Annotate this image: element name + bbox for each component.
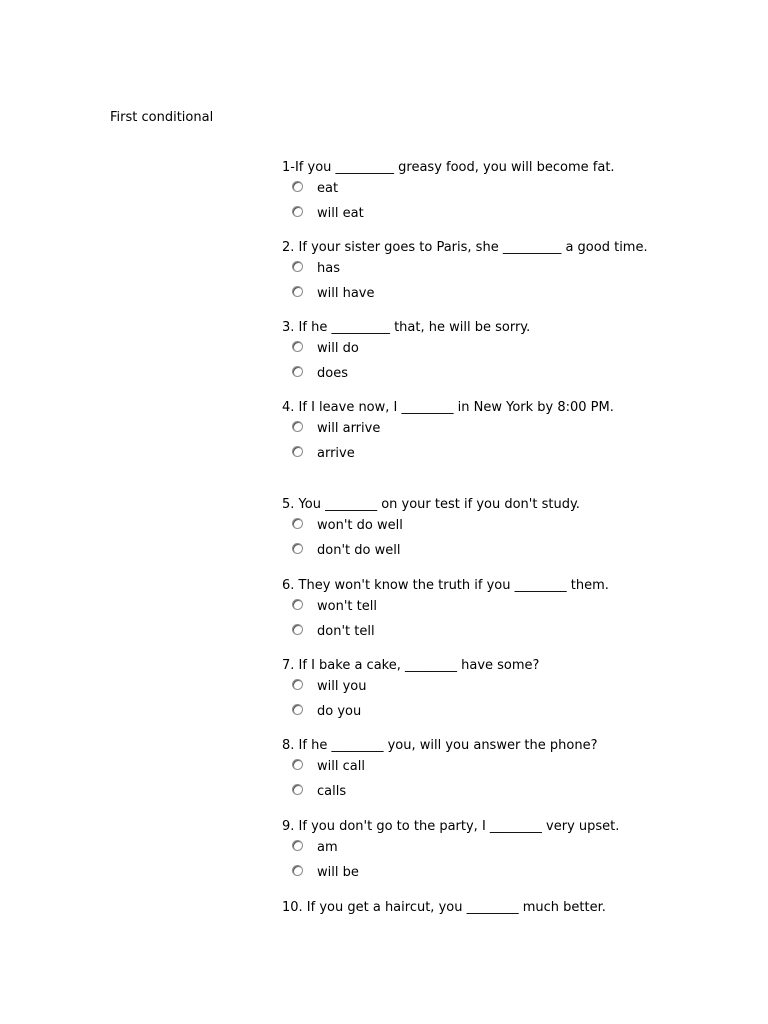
- radio-button[interactable]: [292, 704, 303, 715]
- question-text: 2. If your sister goes to Paris, she _________ a good time.: [282, 240, 648, 255]
- option-label: will you: [317, 679, 367, 694]
- radio-button[interactable]: [292, 366, 303, 377]
- page-title: First conditional: [110, 110, 214, 125]
- option[interactable]: [292, 261, 592, 281]
- option-label: will have: [317, 286, 375, 301]
- radio-button[interactable]: [292, 181, 303, 192]
- option[interactable]: [292, 784, 592, 804]
- radio-button[interactable]: [292, 543, 303, 554]
- option-label: don't do well: [317, 543, 401, 558]
- radio-button[interactable]: [292, 679, 303, 690]
- question-text: 9. If you don't go to the party, I ________ very upset.: [282, 819, 620, 834]
- question-text: 5. You ________ on your test if you don't study.: [282, 497, 580, 512]
- option[interactable]: [292, 421, 592, 441]
- question-text: 1-If you _________ greasy food, you will become fat.: [282, 160, 615, 175]
- question-text: 4. If I leave now, I ________ in New York by 8:00 PM.: [282, 400, 614, 415]
- question-text: 8. If he ________ you, will you answer the phone?: [282, 738, 598, 753]
- option-label: does: [317, 366, 348, 381]
- option-label: won't tell: [317, 599, 377, 614]
- radio-button[interactable]: [292, 421, 303, 432]
- option[interactable]: [292, 181, 592, 201]
- option[interactable]: [292, 206, 592, 226]
- option-label: won't do well: [317, 518, 403, 533]
- option[interactable]: [292, 679, 592, 699]
- option-label: will call: [317, 759, 365, 774]
- option[interactable]: [292, 624, 592, 644]
- option-label: will be: [317, 865, 359, 880]
- option-label: will do: [317, 341, 359, 356]
- option-label: don't tell: [317, 624, 375, 639]
- option[interactable]: [292, 518, 592, 538]
- option[interactable]: [292, 865, 592, 885]
- option[interactable]: [292, 446, 592, 466]
- radio-button[interactable]: [292, 784, 303, 795]
- radio-button[interactable]: [292, 840, 303, 851]
- option-label: calls: [317, 784, 347, 799]
- radio-button[interactable]: [292, 624, 303, 635]
- option[interactable]: [292, 543, 592, 563]
- question-text: 6. They won't know the truth if you ________ them.: [282, 578, 609, 593]
- radio-button[interactable]: [292, 599, 303, 610]
- option-label: will arrive: [317, 421, 381, 436]
- question-text: 3. If he _________ that, he will be sorry.: [282, 320, 531, 335]
- option-label: will eat: [317, 206, 364, 221]
- radio-button[interactable]: [292, 759, 303, 770]
- radio-button[interactable]: [292, 341, 303, 352]
- option-label: eat: [317, 181, 339, 196]
- option[interactable]: [292, 840, 592, 860]
- option-label: arrive: [317, 446, 355, 461]
- option[interactable]: [292, 704, 592, 724]
- question-text: 7. If I bake a cake, ________ have some?: [282, 658, 540, 673]
- radio-button[interactable]: [292, 286, 303, 297]
- option[interactable]: [292, 759, 592, 779]
- option-label: do you: [317, 704, 362, 719]
- option[interactable]: [292, 286, 592, 306]
- option[interactable]: [292, 366, 592, 386]
- radio-button[interactable]: [292, 206, 303, 217]
- option[interactable]: [292, 341, 592, 361]
- option[interactable]: [292, 599, 592, 619]
- radio-button[interactable]: [292, 261, 303, 272]
- option-label: has: [317, 261, 340, 276]
- radio-button[interactable]: [292, 865, 303, 876]
- option-label: am: [317, 840, 338, 855]
- radio-button[interactable]: [292, 518, 303, 529]
- question-text: 10. If you get a haircut, you ________ much better.: [282, 900, 606, 915]
- radio-button[interactable]: [292, 446, 303, 457]
